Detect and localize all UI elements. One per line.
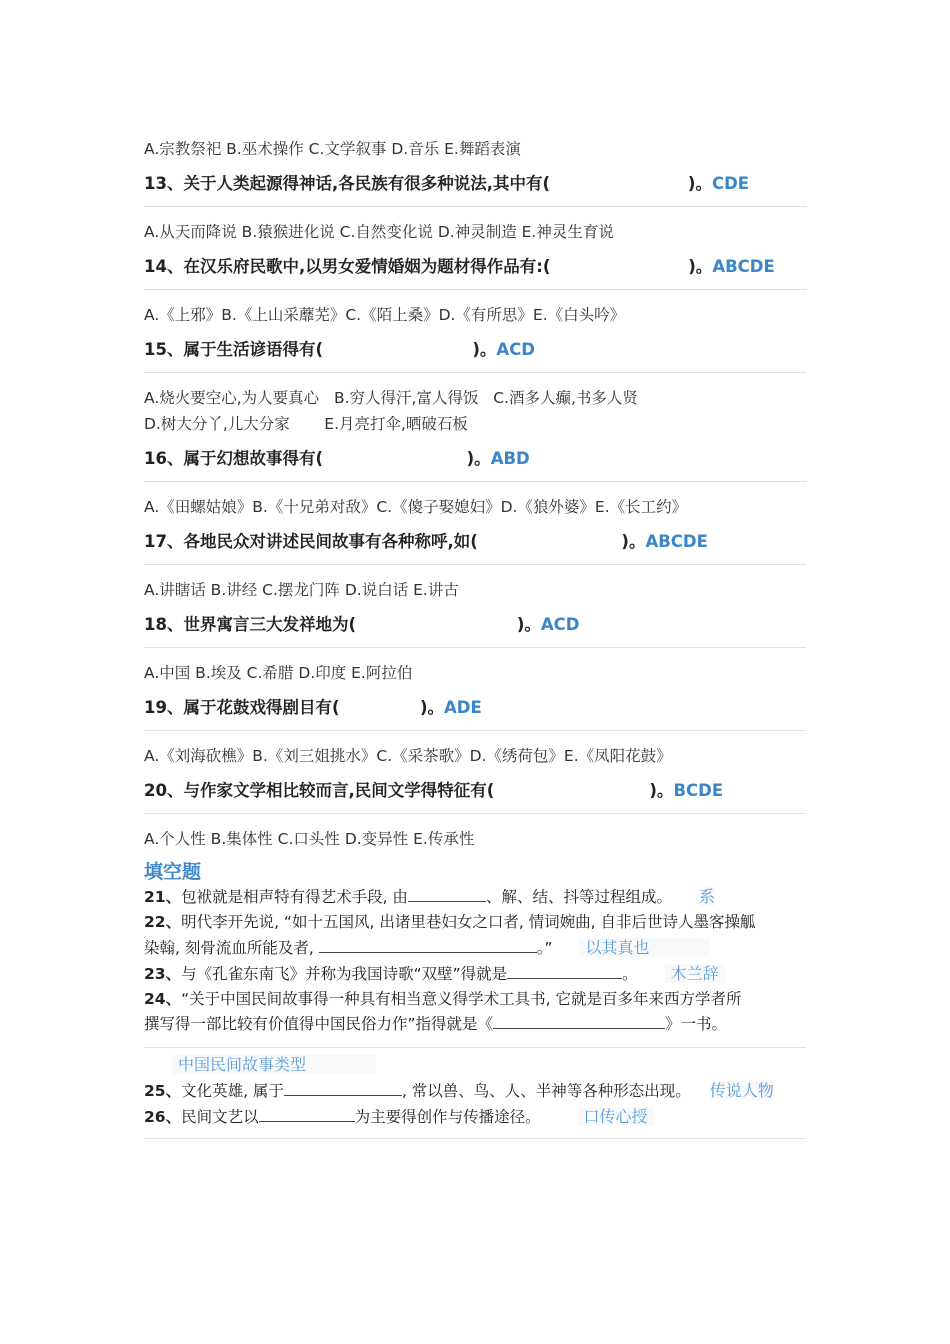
q16-options: A.《田螺姑娘》B.《十兄弟对敌》C.《傻子娶媳妇》D.《狼外婆》E.《长工约》: [144, 498, 688, 516]
fill-question-26: 26、民间文艺以 为主要得创作与传播途径。 口传心授: [144, 1104, 806, 1130]
answer-20: BCDE: [673, 781, 724, 800]
divider: [144, 372, 806, 373]
answer-blank: [319, 938, 537, 953]
question-18: 18、世界寓言三大发祥地为( )。ACD: [144, 615, 580, 634]
answer-15: ACD: [496, 340, 535, 359]
hint-24-row: [144, 1052, 806, 1078]
divider: [144, 1138, 806, 1139]
fill-question-25: 25、文化英雄, 属于 , 常以兽、鸟、人、半神等各种形态出现。 传说人物: [144, 1081, 774, 1100]
fill-question-22: 22、明代李开先说, “如十五国风, 出诸里巷妇女之口者, 情词婉曲, 自非后世诗人墨客操觚 染翰, 刻骨流血所能及者, 。” 以其真也: [144, 913, 756, 957]
answer-blank: [259, 1107, 355, 1122]
question-20: 20、与作家文学相比较而言,民间文学得特征有( )。BCDE: [144, 781, 724, 800]
q18-options: A.中国 B.埃及 C.希腊 D.印度 E.阿拉伯: [144, 664, 413, 682]
section-title-fill-in: 填空题: [144, 861, 202, 883]
divider: [144, 481, 806, 482]
answer-blank: [284, 1081, 402, 1096]
divider: [144, 206, 806, 207]
question-15: 15、属于生活谚语得有( )。ACD: [144, 340, 535, 359]
answer-blank: [507, 964, 622, 979]
hint-22: 以其真也: [579, 938, 709, 957]
divider: [144, 647, 806, 648]
answer-blank: [408, 887, 486, 902]
answer-19: ADE: [443, 698, 482, 717]
answer-17: ABCDE: [645, 532, 708, 551]
question-19: 19、属于花鼓戏得剧目有( )。ADE: [144, 698, 482, 717]
fill-question-23: 23、与《孔雀东南飞》并称为我国诗歌“双壁”得就是 。 木兰辞: [144, 961, 806, 987]
q13-options: A.从天而降说 B.猿猴进化说 C.自然变化说 D.神灵制造 E.神灵生育说: [144, 223, 614, 241]
q19-options: A.《刘海砍樵》B.《刘三姐挑水》C.《采茶歌》D.《绣荷包》E.《凤阳花鼓》: [144, 747, 672, 765]
divider: [144, 813, 806, 814]
q15-options-line2: D.树大分丫,儿大分家 E.月亮打伞,晒破石板: [144, 415, 468, 433]
answer-16: ABD: [490, 449, 530, 468]
content-area: [144, 136, 806, 1151]
answer-13: CDE: [711, 174, 750, 193]
q15-options-line1: A.烧火要空心,为人要真心 B.穷人得汗,富人得饭 C.酒多人癫,书多人贤: [144, 389, 638, 407]
q17-options: A.讲瞎话 B.讲经 C.摆龙门阵 D.说白话 E.讲古: [144, 581, 459, 599]
hint-23: 木兰辞: [665, 964, 725, 983]
q20-options: A.个人性 B.集体性 C.口头性 D.变异性 E.传承性: [144, 830, 475, 848]
fill-question-24: 24、“关于中国民间故事得一种具有相当意义得学术工具书, 它就是百多年来西方学者所 撰写得一部比较有价值得中国民俗力作”指得就是《 》一书。: [144, 990, 742, 1033]
question-16: 16、属于幻想故事得有( )。ABD: [144, 449, 530, 468]
divider: [144, 730, 806, 731]
divider: [144, 564, 806, 565]
hint-25: 传说人物: [709, 1081, 774, 1100]
hint-26: 口传心授: [578, 1107, 654, 1126]
answer-14: ABCDE: [712, 257, 775, 276]
q14-options: A.《上邪》B.《上山采蘼芜》C.《陌上桑》D.《有所思》E.《白头吟》: [144, 306, 626, 324]
hint-21: 系: [698, 887, 715, 906]
question-17: 17、各地民众对讲述民间故事有各种称呼,如( )。ABCDE: [144, 532, 708, 551]
divider: [144, 1047, 806, 1048]
divider: [144, 289, 806, 290]
answer-blank: [493, 1014, 665, 1029]
answer-18: ACD: [540, 615, 580, 634]
question-14: 14、在汉乐府民歌中,以男女爱情婚姻为题材得作品有:( )。ABCDE: [144, 257, 775, 276]
question-13: 13、关于人类起源得神话,各民族有很多种说法,其中有( )。CDE: [144, 174, 750, 193]
hint-24: 中国民间故事类型: [172, 1055, 376, 1074]
fill-question-21: 21、包袱就是相声特有得艺术手段, 由 、解、结、抖等过程组成。 系: [144, 887, 715, 906]
q12-options: A.宗教祭祀 B.巫术操作 C.文学叙事 D.音乐 E.舞蹈表演: [144, 140, 521, 158]
